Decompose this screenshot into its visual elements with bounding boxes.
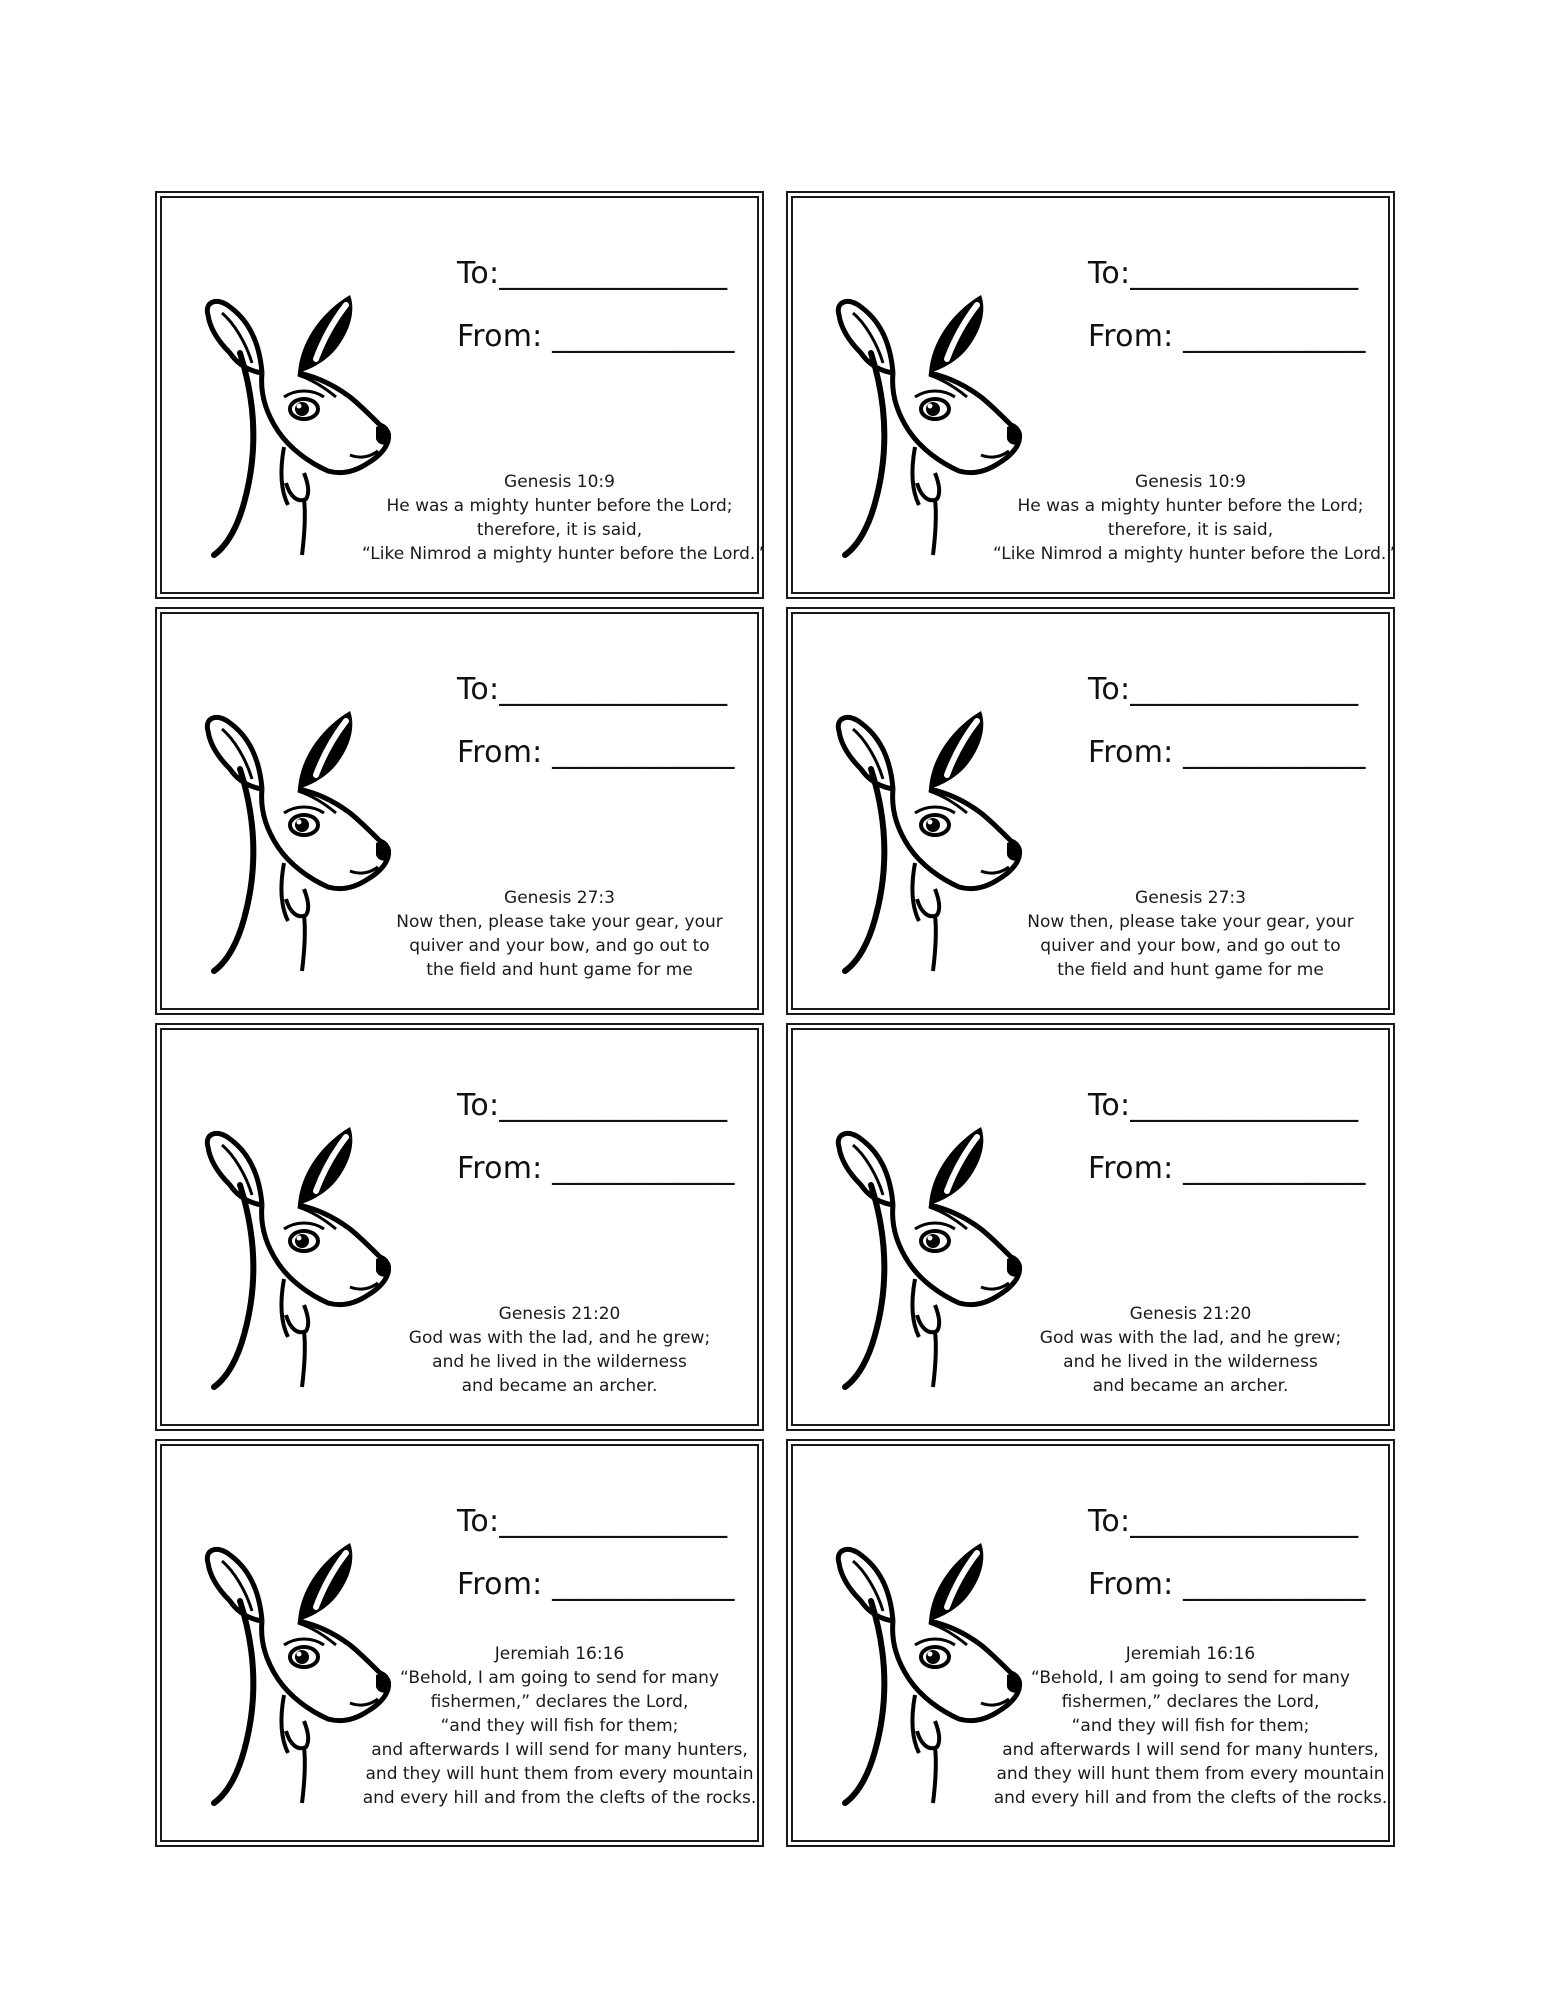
verse-reference: Genesis 10:9 — [504, 472, 615, 492]
verse-line: “Behold, I am going to send for many — [1031, 1668, 1350, 1688]
from-field-label: From: ____________ — [1088, 319, 1366, 354]
verse-reference: Genesis 21:20 — [498, 1304, 621, 1324]
scripture-verse — [993, 886, 1388, 982]
verse-reference: Genesis 10:9 — [1135, 472, 1246, 492]
gift-tag-card — [160, 1444, 759, 1842]
verse-line: quiver and your bow, and go out to — [1040, 936, 1341, 956]
verse-line: Now then, please take your gear, your — [1027, 912, 1354, 932]
verse-line: “Behold, I am going to send for many — [400, 1668, 719, 1688]
gift-tag-card — [791, 1028, 1390, 1426]
verse-line: and they will hunt them from every mountain — [996, 1764, 1385, 1784]
to-field-label: To:_______________ — [1088, 1088, 1359, 1123]
verse-line: and became an archer. — [461, 1376, 658, 1396]
gift-tag-card — [160, 1028, 759, 1426]
gift-tag-card — [160, 196, 765, 594]
from-field-label: From: ____________ — [1088, 1151, 1366, 1186]
verse-line: and he lived in the wilderness — [432, 1352, 687, 1372]
verse-line: Now then, please take your gear, your — [396, 912, 723, 932]
verse-reference: Genesis 27:3 — [504, 888, 615, 908]
from-field-label: From: ____________ — [457, 1567, 735, 1602]
verse-line: “and they will fish for them; — [1071, 1716, 1310, 1736]
to-field-label: To:_______________ — [457, 256, 728, 291]
to-field-label: To:_______________ — [457, 1088, 728, 1123]
scripture-verse — [362, 1302, 757, 1398]
scripture-verse — [993, 1642, 1388, 1810]
verse-line: and afterwards I will send for many hunters, — [371, 1740, 748, 1760]
verse-line: the field and hunt game for me — [426, 960, 693, 980]
verse-line: quiver and your bow, and go out to — [409, 936, 710, 956]
scripture-verse — [362, 1642, 757, 1810]
to-field-label: To:_______________ — [1088, 1504, 1359, 1539]
verse-line: God was with the lad, and he grew; — [408, 1328, 711, 1348]
from-field-label: From: ____________ — [457, 1151, 735, 1186]
from-field-label: From: ____________ — [457, 735, 735, 770]
verse-line: “and they will fish for them; — [440, 1716, 679, 1736]
verse-line: and every hill and from the clefts of the rocks. — [993, 1788, 1388, 1808]
verse-line: therefore, it is said, — [476, 520, 643, 540]
verse-line: the field and hunt game for me — [1057, 960, 1324, 980]
verse-line: therefore, it is said, — [1107, 520, 1274, 540]
verse-reference: Genesis 21:20 — [1129, 1304, 1252, 1324]
verse-line: He was a mighty hunter before the Lord; — [386, 496, 733, 516]
gift-tag-card — [791, 1444, 1390, 1842]
scripture-verse — [362, 470, 765, 566]
verse-line: and they will hunt them from every mountain — [365, 1764, 754, 1784]
to-field-label: To:_______________ — [457, 672, 728, 707]
verse-line: God was with the lad, and he grew; — [1039, 1328, 1342, 1348]
to-field-label: To:_______________ — [1088, 256, 1359, 291]
verse-line: “Like Nimrod a mighty hunter before the Lord.” — [362, 544, 765, 564]
verse-line: “Like Nimrod a mighty hunter before the Lord.” — [993, 544, 1396, 564]
gift-tag-sheet — [155, 191, 1395, 1847]
from-field-label: From: ____________ — [457, 319, 735, 354]
verse-line: and afterwards I will send for many hunters, — [1002, 1740, 1379, 1760]
verse-reference: Jeremiah 16:16 — [494, 1644, 625, 1664]
verse-line: and became an archer. — [1092, 1376, 1289, 1396]
scripture-verse — [993, 470, 1396, 566]
gift-tag-card — [160, 612, 759, 1010]
verse-line: and every hill and from the clefts of the rocks. — [362, 1788, 757, 1808]
to-field-label: To:_______________ — [1088, 672, 1359, 707]
from-field-label: From: ____________ — [1088, 735, 1366, 770]
verse-line: fishermen,” declares the Lord, — [1061, 1692, 1320, 1712]
to-field-label: To:_______________ — [457, 1504, 728, 1539]
gift-tag-card — [791, 196, 1396, 594]
scripture-verse — [993, 1302, 1388, 1398]
verse-line: and he lived in the wilderness — [1063, 1352, 1318, 1372]
scripture-verse — [362, 886, 757, 982]
verse-reference: Jeremiah 16:16 — [1125, 1644, 1256, 1664]
verse-line: He was a mighty hunter before the Lord; — [1017, 496, 1364, 516]
gift-tag-card — [791, 612, 1390, 1010]
verse-line: fishermen,” declares the Lord, — [430, 1692, 689, 1712]
verse-reference: Genesis 27:3 — [1135, 888, 1246, 908]
from-field-label: From: ____________ — [1088, 1567, 1366, 1602]
